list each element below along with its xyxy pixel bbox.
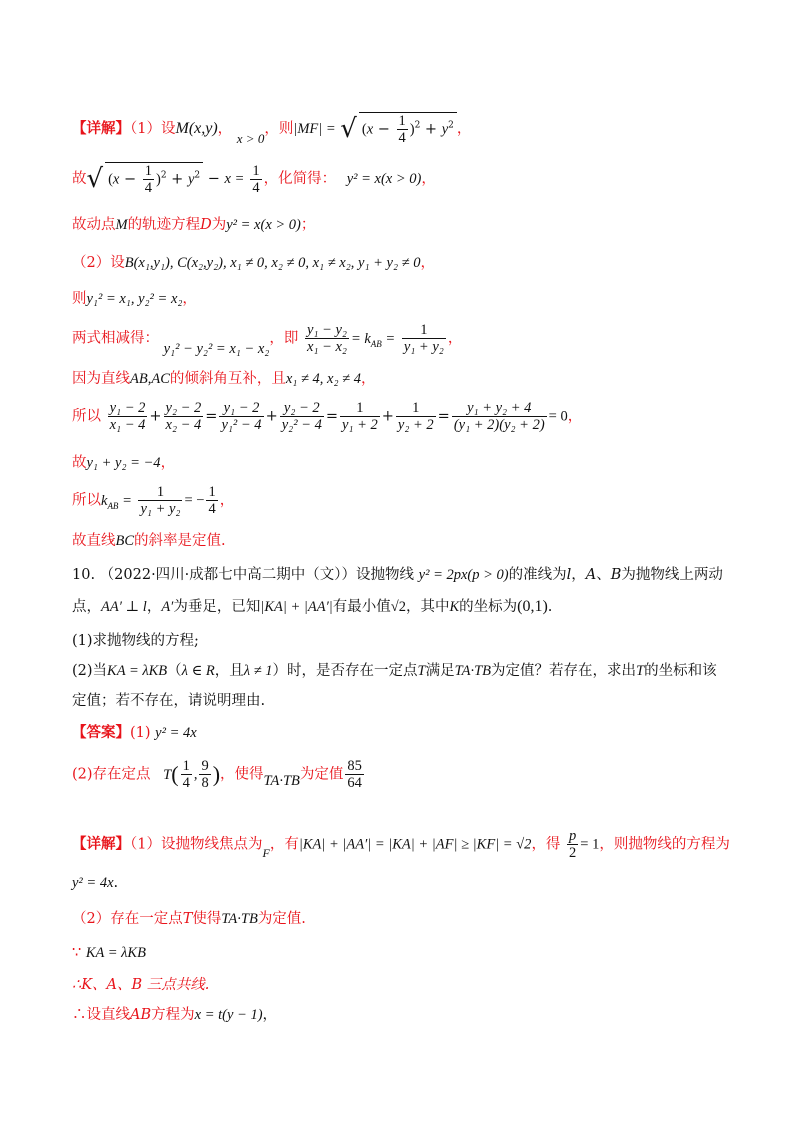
detail-label: 【详解】 bbox=[72, 120, 130, 137]
text: 为 bbox=[211, 217, 227, 233]
text: 所以 bbox=[72, 408, 101, 425]
math-eq: y₁² = x₁, y₂² = x₂ bbox=[86, 291, 183, 307]
question-10-line-1 bbox=[72, 564, 760, 586]
text: （2）设 bbox=[72, 255, 125, 271]
text: ，则抛物线的方程为 bbox=[599, 836, 730, 853]
math-aa: AA′ ⊥ l bbox=[101, 599, 147, 615]
math-sqrt2: √2 bbox=[390, 599, 406, 615]
math-tt: TA·TB bbox=[221, 911, 258, 927]
math-ac: AC bbox=[151, 371, 170, 387]
text: 所以 bbox=[72, 492, 101, 509]
text: ）时，是否存在一定点 bbox=[272, 663, 418, 679]
text: 为定值？若存在，求出 bbox=[491, 663, 637, 679]
text: ， bbox=[182, 291, 197, 307]
text: ， bbox=[421, 171, 436, 187]
fraction: $\frac{1}{\text{y₁ + y₂}}$ bbox=[403, 322, 444, 355]
text: ，有 bbox=[269, 836, 299, 853]
text: ，得 bbox=[531, 836, 561, 853]
math-result: y² = x(x > 0) bbox=[346, 171, 422, 187]
math-t: T bbox=[636, 663, 645, 679]
math-mf: |MF| = bbox=[293, 121, 336, 137]
math-bc: BC bbox=[115, 533, 135, 549]
text: ，使得 bbox=[220, 766, 264, 783]
text: . bbox=[547, 599, 553, 615]
text: ，且 bbox=[214, 663, 244, 679]
math-ab: AB bbox=[130, 1007, 152, 1023]
text: （ bbox=[167, 663, 182, 679]
text: ， bbox=[447, 330, 463, 347]
text: 为定值. bbox=[257, 911, 306, 927]
question-10-part-1: (1)求抛物线的方程; bbox=[72, 633, 199, 649]
text: (2)当 bbox=[72, 663, 108, 679]
detail-2-line-5: ∴K、A、B 三点共线. bbox=[72, 977, 210, 993]
text: ， bbox=[160, 455, 176, 471]
detail-2-line-3 bbox=[72, 908, 760, 930]
text: ， bbox=[217, 121, 233, 137]
math-m: M(x,y) bbox=[175, 120, 218, 137]
detail-line-4 bbox=[72, 252, 760, 274]
detail-2-line-1: 【详解】（1）设抛物线焦点为$_F$，有|KA| + |AA′| = |KA| + |AF| ≥ |KF| = √2，得 $\frac{p}{2}$ = 1，则抛物线的方程为 bbox=[72, 828, 730, 861]
detail-line-5 bbox=[72, 288, 760, 310]
math-tt: TA·TB bbox=[263, 772, 300, 789]
text: 点， bbox=[72, 599, 101, 615]
detail-line-6: 两式相减得： y₁² − y₂² = x₁ − x₂，即 $\frac{\text{y₁ − y₂}}{\text{x₁ − x₂}}$ = $k_{AB}$ = $\frac{1}{\text{y₁ + y₂}}$ ， bbox=[72, 322, 463, 357]
text: 为抛物线上两动 bbox=[621, 567, 723, 583]
detail-line-10: 所以$k_{AB}$ = $\frac{1}{\text{y₁ + y₂}}$ = − $\frac{1}{4}$ ， bbox=[72, 484, 235, 517]
text: ，则 bbox=[264, 121, 294, 137]
math-eq: y₁ + y₂ = −4 bbox=[86, 455, 161, 471]
math-l: l bbox=[566, 567, 572, 583]
text: ， bbox=[361, 371, 376, 387]
math-eq: λ ≠ 1 bbox=[243, 663, 273, 679]
text: ， bbox=[262, 1007, 278, 1023]
text: （1）设 bbox=[130, 121, 176, 137]
text: ∴设直线 bbox=[72, 1007, 130, 1023]
math-ka: |KA| + |AA′| bbox=[260, 599, 333, 615]
math-d: D bbox=[200, 217, 212, 233]
text: ，化简得： bbox=[263, 171, 337, 187]
text: 的轨迹方程 bbox=[127, 217, 201, 233]
detail-2-line-2 bbox=[72, 872, 760, 894]
text: 故 bbox=[72, 171, 87, 187]
text: 有最小值 bbox=[332, 599, 391, 615]
math-eq: x₁ ≠ 4, x₂ ≠ 4 bbox=[285, 371, 361, 387]
question-number: 10. bbox=[72, 567, 96, 583]
text: ， bbox=[420, 255, 435, 271]
text: 的坐标和该 bbox=[644, 663, 717, 679]
math-eq: KA = λKB bbox=[107, 663, 168, 679]
text: ， bbox=[571, 567, 586, 583]
question-10-part-2 bbox=[72, 660, 760, 682]
text: ，即 bbox=[269, 330, 299, 347]
text: 为定值 bbox=[299, 766, 344, 783]
detail-line-9 bbox=[72, 452, 760, 474]
math-eq: KA = λKB bbox=[85, 945, 146, 961]
text: 故动点 bbox=[72, 217, 116, 233]
math-eq: x = t(y − 1) bbox=[194, 1007, 263, 1023]
text: 因为直线 bbox=[72, 371, 130, 387]
text: 的准线为 bbox=[508, 567, 567, 583]
detail-line-11 bbox=[72, 530, 760, 552]
text: 故直线 bbox=[72, 533, 116, 549]
text: ∵ bbox=[72, 945, 82, 961]
detail-line-1 bbox=[72, 112, 760, 152]
math-f: F bbox=[262, 845, 270, 860]
math-a2: A′ bbox=[161, 599, 174, 615]
math-t: T bbox=[417, 663, 426, 679]
math-eq: y² = x(x > 0) bbox=[226, 217, 301, 233]
answer-label: 【答案】 bbox=[72, 724, 130, 741]
detail-line-7: 因为直线AB,AC的倾斜角互补，且x₁ ≠ 4, x₂ ≠ 4， bbox=[72, 371, 376, 387]
detail-2-line-4 bbox=[72, 942, 760, 964]
question-10-line-2 bbox=[72, 596, 760, 618]
sqrt-sign: √ bbox=[86, 164, 104, 194]
math-b: B bbox=[610, 567, 622, 583]
math-eq: = 0 bbox=[548, 408, 568, 425]
detail-line-3 bbox=[72, 214, 760, 236]
math-tt: TA·TB bbox=[454, 663, 492, 679]
math-cond: x > 0 bbox=[236, 131, 265, 146]
text: 的坐标为 bbox=[459, 599, 518, 615]
text: 故 bbox=[72, 455, 87, 471]
math-ab: AB bbox=[130, 371, 148, 387]
text: ， bbox=[567, 408, 583, 425]
math-eq: y² = 2px(p > 0) bbox=[418, 567, 509, 583]
sqrt-body: (x − $\frac{1}{4}$ )$^2 + y^2$ bbox=[359, 112, 457, 146]
math-t: T bbox=[182, 911, 193, 927]
math-k: K bbox=[449, 599, 460, 615]
math-eq: y² = 4x bbox=[72, 875, 114, 891]
math-eq: |KA| + |AA′| = |KA| + |AF| ≥ |KF| = √2 bbox=[298, 836, 532, 853]
text: 的斜率是定值. bbox=[134, 533, 226, 549]
math-a: A bbox=[585, 567, 597, 583]
math-kc: (0,1) bbox=[517, 598, 548, 615]
text: (1) bbox=[130, 725, 151, 741]
answer-line-1 bbox=[72, 722, 760, 744]
text: ，其中 bbox=[405, 599, 450, 615]
detail-label: 【详解】 bbox=[72, 835, 130, 853]
detail-line-8: 所以 $\frac{\text{y₁ − 2}}{\text{x₁ − 4}}$ + $\frac{\text{y₂ − 2}}{\text{x₂ − 4}}$ = $\frac{\text{y₁ − 2}}{\text{y₁² − 4}}$ + $\frac{\text{y₂ − 2}}{\text{y₂² − 4}}$ = $\frac{1}{\text{y₁ + 2}}$ + $\frac{1}{\text{y₂ + 2}}$ = $\frac{\text{y₁ + y₂ + 4}}{\text{(y₁ + 2)(y₂ + 2)}}$ = 0， bbox=[72, 400, 583, 433]
detail-2-line-6 bbox=[72, 1004, 760, 1026]
text: 、 bbox=[596, 567, 611, 583]
detail-line-2: 故√ (x − $\frac{1}{4}$ )$^2 + y^2 - x$ = $\frac{1}{4}$ ，化简得： y² = x(x > 0)， bbox=[72, 162, 436, 196]
answer-line-2: (2)存在定点 T( $\frac{1}{4}$ , $\frac{9}{8}$ )，使得TA·TB为定值 $\frac{85}{64}$ bbox=[72, 758, 362, 791]
text: (2)存在定点 bbox=[72, 766, 151, 783]
fraction: $\frac{\text{y₁ − y₂}}{\text{x₁ − x₂}}$ bbox=[306, 322, 347, 355]
text: 为垂足，已知 bbox=[173, 599, 261, 615]
text: ， bbox=[146, 599, 162, 615]
text: 的倾斜角互补，且 bbox=[169, 371, 286, 387]
text: 满足 bbox=[425, 663, 455, 679]
math-eq: λ ∈ R bbox=[181, 663, 215, 679]
text: 使得 bbox=[192, 911, 222, 927]
text: ， bbox=[456, 121, 472, 137]
text: 则 bbox=[72, 291, 87, 307]
text: 两式相减得： bbox=[72, 330, 159, 347]
math-m: M bbox=[115, 217, 128, 233]
text: ， bbox=[219, 492, 235, 509]
math-eq: y² = 4x bbox=[155, 725, 197, 741]
sqrt-body: (x − $\frac{1}{4}$ )$^2 + y^2$ bbox=[105, 162, 203, 196]
text: ； bbox=[300, 217, 316, 233]
math-eq: y₁² − y₂² = x₁ − x₂ bbox=[163, 340, 270, 357]
question-source: （2022·四川·成都七中高二期中（文））设抛物线 bbox=[99, 567, 415, 583]
math-eq: B(x₁,y₁), C(x₂,y₂), x₁ ≠ 0, x₂ ≠ 0, x₁ ≠ x₂, y₁ + y₂ ≠ 0 bbox=[124, 255, 421, 271]
sqrt-sign: √ bbox=[340, 114, 357, 144]
text: （1）设抛物线焦点为 bbox=[130, 836, 263, 853]
question-10-part-2-cont: 定值；若不存在，请说明理由. bbox=[72, 693, 266, 709]
math-t: T bbox=[163, 766, 172, 783]
text: （2）存在一定点 bbox=[72, 911, 183, 927]
text: . bbox=[113, 875, 119, 891]
text: 方程为 bbox=[151, 1007, 195, 1023]
